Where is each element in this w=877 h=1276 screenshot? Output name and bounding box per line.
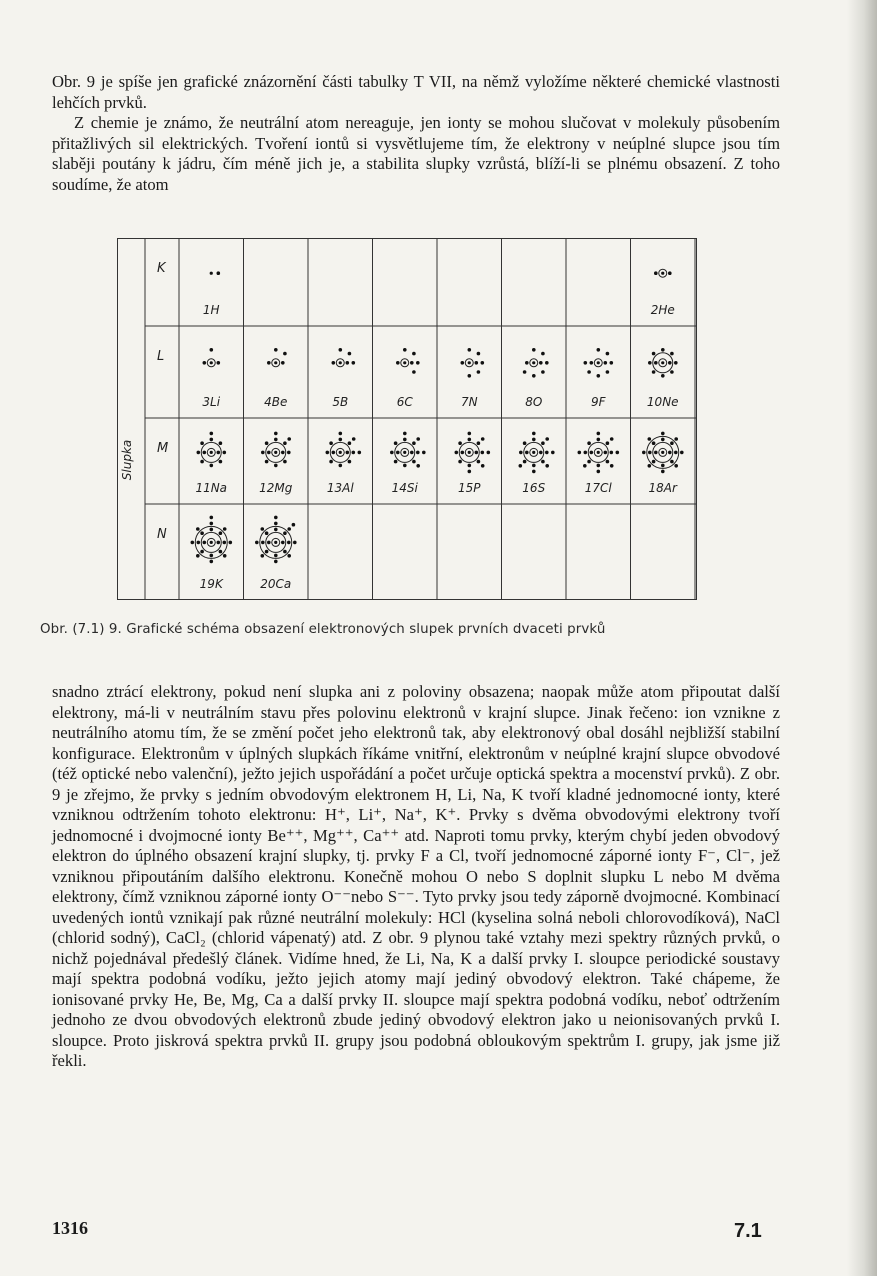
electron <box>329 460 333 464</box>
electron <box>358 451 362 455</box>
electron <box>652 352 656 356</box>
electron <box>394 460 398 464</box>
element-label: 1H <box>202 303 220 317</box>
electron <box>223 527 227 531</box>
element-label: 2He <box>650 303 675 317</box>
electron <box>674 437 678 441</box>
electron <box>532 374 536 378</box>
electron <box>267 541 271 545</box>
electron <box>661 470 665 474</box>
nucleus <box>274 361 277 364</box>
electron <box>584 361 588 365</box>
electron <box>229 541 233 545</box>
electron <box>597 432 601 436</box>
nucleus <box>274 451 277 454</box>
electron <box>265 441 269 445</box>
figure-grid <box>118 238 698 600</box>
electron <box>196 527 200 531</box>
electron <box>583 464 587 468</box>
element-label: 9F <box>590 395 606 409</box>
section-number: 7.1 <box>734 1220 762 1242</box>
electron <box>477 460 481 464</box>
electron <box>654 451 658 455</box>
electron <box>532 432 536 436</box>
electron <box>648 464 652 468</box>
atom-18Ar <box>642 432 684 495</box>
grid-border <box>118 239 697 600</box>
electron <box>197 451 201 455</box>
electron <box>468 374 472 378</box>
element-label: 6C <box>396 395 413 409</box>
bottom-text <box>52 682 780 1072</box>
electron <box>412 460 416 464</box>
electron <box>674 464 678 468</box>
electron <box>661 464 665 468</box>
electron <box>461 361 465 365</box>
electron <box>210 560 214 564</box>
electron <box>203 451 207 455</box>
atom-13Al <box>326 432 362 495</box>
electron <box>274 528 278 532</box>
electron <box>468 348 472 352</box>
electron <box>283 460 287 464</box>
element-label: 17Cl <box>584 481 612 495</box>
electron <box>191 541 195 545</box>
electron <box>217 451 221 455</box>
electron <box>610 437 614 441</box>
atom-7N <box>461 348 485 409</box>
electron <box>223 451 227 455</box>
electron <box>274 554 278 558</box>
electron <box>477 370 481 374</box>
electron <box>287 554 291 558</box>
electron <box>541 460 545 464</box>
nucleus <box>339 361 342 364</box>
electron <box>396 451 400 455</box>
electron <box>219 460 223 464</box>
electron <box>652 441 656 445</box>
atom-11Na <box>195 432 227 495</box>
electron <box>606 460 610 464</box>
electron <box>455 451 459 455</box>
electron <box>326 451 330 455</box>
electron <box>670 460 674 464</box>
electron <box>281 541 285 545</box>
nucleus <box>661 272 664 275</box>
element-label: 20Ca <box>260 577 292 591</box>
atom-1H <box>203 271 220 317</box>
electron <box>412 370 416 374</box>
atom-9F <box>584 348 614 409</box>
nucleus <box>661 451 664 454</box>
electron <box>332 451 336 455</box>
electron <box>541 441 545 445</box>
paragraph-3: snadno ztrácí elektrony, pokud není slupka ani z poloviny obsazena; naopak může atom připoutat další elektrony, má-li v neutrálním stavu přes polovinu elektronů v krajní slupce. Jinak řečeno: ion vznikne z neutrálního atomu tím, že se změní počet jeho elektronů tak, aby elektronový obal dosáhl nejbližší stabilní konfigurace. Elektronům v úplných slupkách říkáme vnitřní, elektronům v neúplné krajní slupce obvodové (též optické nebo valenční), ježto jejich uspořádání a počet určuje optická spektra a mocenství prvků). Z obr. 9 je zřejmo, že prvky s jedním obvodovým elektronem H, Li, Na, K tvoří kladné jednomocné ionty, které vzniknou odtržením tohoto elektronu: H⁺, Li⁺, Na⁺, K⁺. Prvky s dvěma obvodovými elektrony tvoří jednomocné i dvojmocné ionty Be⁺⁺, Mg⁺⁺, Ca⁺⁺ atd. Naproti tomu prvky, kterým chybí jeden obvodový elektron do úplného obsazení krajní slupky, tj. prvky F a Cl, tvoří jednomocné záporné ionty F⁻, Cl⁻, jež vzniknou připoutáním dalšího elektronu. Konečně mohou O nebo S doplnit slupku L nebo M dvěma elektrony, čímž vzniknou záporné ionty O⁻⁻nebo S⁻⁻. Tyto prvky jsou tedy záporně dvojmocné. Kombinací uvedených iontů vznikají pak různé neutrální molekuly: HCl (kyselina solná neboli chlorovodíková), NaCl (chlorid sodný), CaCl₂ (chlorid vápenatý) atd. Z obr. 9 plynou také vztahy mezi spektry různých prvků, o nichž pojednával předešlý článek. Vidíme hned, že Li, Na, K a další prvky I. sloupce periodické soustavy mají spektra podobná vodíku, ježto jejich atomy mají jediný obvodový elektron. Také chápeme, že ionisované prvky He, Be, Mg, Ca a další prvky II. sloupce mají spektra podobná vodíku, neboť odtržením jednoho ze dvou obvodových elektronů zbude jediný obvodový elektron jako u neionisovaných prvků I. sloupce. Proto jiskrová spektra prvků II. grupy jsou podobná obloukovým spektrům I. grupy, jak jsme již řekli. <box>52 682 780 1070</box>
element-label: 8O <box>525 395 543 409</box>
electron <box>481 437 485 441</box>
element-label: 12Mg <box>259 481 293 495</box>
electron <box>674 361 678 365</box>
electron <box>223 554 227 558</box>
electron <box>412 352 416 356</box>
electron <box>217 271 221 275</box>
electron <box>587 460 591 464</box>
electron <box>477 441 481 445</box>
electron <box>670 370 674 374</box>
electron <box>339 348 343 352</box>
atom-17Cl <box>578 432 620 495</box>
shell-label-K: K <box>157 261 166 276</box>
electron <box>668 361 672 365</box>
element-label: 16S <box>522 481 546 495</box>
electron <box>203 361 207 365</box>
page-edge-shadow <box>847 0 877 1276</box>
electron <box>332 361 336 365</box>
electron <box>590 451 594 455</box>
electron <box>203 541 207 545</box>
electron <box>287 437 291 441</box>
electron <box>281 451 285 455</box>
element-label: 4Be <box>264 395 288 409</box>
electron <box>597 348 601 352</box>
paragraph-2: Z chemie je známo, že neutrální atom nereaguje, jen ionty se mohou slučovat v molekuly působením přitažlivých sil elektrických. Tvoření iontů si vysvětlujeme tím, že elektrony v neúplné slupce jsou tím slaběji poutány k jádru, čím méně jich je, a stabilita slupky vzrůstá, blíží-li se plnému obsazení. Z toho soudíme, že atom <box>52 113 780 194</box>
electron <box>352 451 356 455</box>
electron <box>525 451 529 455</box>
electron <box>346 361 350 365</box>
electron <box>217 541 221 545</box>
electron <box>416 451 420 455</box>
electron <box>261 554 265 558</box>
electron <box>283 550 287 554</box>
nucleus <box>403 451 406 454</box>
electron <box>539 451 543 455</box>
electron <box>590 361 594 365</box>
electron <box>410 451 414 455</box>
electron <box>670 441 674 445</box>
electron <box>403 438 407 442</box>
electron <box>648 437 652 441</box>
electron <box>545 437 549 441</box>
electron <box>283 352 287 356</box>
electron <box>545 361 549 365</box>
electron <box>610 361 614 365</box>
nucleus <box>468 361 471 364</box>
electron <box>606 370 610 374</box>
electron <box>519 464 523 468</box>
electron <box>541 370 545 374</box>
electron <box>481 451 485 455</box>
electron <box>200 531 204 535</box>
electron <box>196 554 200 558</box>
electron <box>604 361 608 365</box>
nucleus <box>597 451 600 454</box>
element-label: 14Si <box>391 481 418 495</box>
nucleus <box>532 361 535 364</box>
electron <box>255 541 259 545</box>
atom-5B <box>332 348 356 409</box>
electron <box>283 531 287 535</box>
electron <box>487 451 491 455</box>
electron <box>348 460 352 464</box>
electron <box>668 451 672 455</box>
electron <box>652 370 656 374</box>
atom-8O <box>523 348 549 409</box>
electron <box>274 522 278 526</box>
nucleus <box>403 361 406 364</box>
electron <box>267 451 271 455</box>
nucleus <box>661 361 664 364</box>
nucleus <box>597 361 600 364</box>
electron <box>352 361 356 365</box>
axis-label-slupka: Slupka <box>120 439 134 481</box>
electron <box>274 560 278 564</box>
electron <box>680 451 684 455</box>
electron <box>265 531 269 535</box>
atom-19K <box>191 516 233 591</box>
electron <box>265 460 269 464</box>
electron <box>210 522 214 526</box>
nucleus <box>468 451 471 454</box>
shell-labels <box>157 261 168 542</box>
element-label: 15P <box>457 481 481 495</box>
electron <box>523 370 527 374</box>
electron <box>461 451 465 455</box>
electron <box>292 523 296 527</box>
element-label: 3Li <box>202 395 221 409</box>
electron <box>283 441 287 445</box>
electron <box>545 464 549 468</box>
electron <box>604 451 608 455</box>
element-label: 10Ne <box>646 395 679 409</box>
electron <box>551 451 555 455</box>
electron <box>293 541 297 545</box>
atom-16S <box>519 432 555 495</box>
electron <box>654 361 658 365</box>
electron <box>348 352 352 356</box>
electron <box>532 464 536 468</box>
electron <box>287 527 291 531</box>
electron <box>210 432 214 436</box>
electron <box>525 361 529 365</box>
electron <box>468 432 472 436</box>
element-label: 7N <box>460 395 478 409</box>
electron <box>219 441 223 445</box>
electron <box>519 451 523 455</box>
electron <box>339 464 343 468</box>
atom-14Si <box>390 432 426 495</box>
paragraph-1: Obr. 9 je spíše jen grafické znázornění části tabulky T VII, na němž vyložíme některé chemické vlastnosti lehčích prvků. <box>52 72 780 112</box>
electron <box>458 460 462 464</box>
electron <box>661 438 665 442</box>
electron <box>261 541 265 545</box>
electron <box>523 441 527 445</box>
electron <box>329 441 333 445</box>
electron <box>468 438 472 442</box>
electron <box>210 464 214 468</box>
electron <box>648 451 652 455</box>
electron <box>610 464 614 468</box>
electron <box>422 451 426 455</box>
electron <box>616 451 620 455</box>
electron <box>587 370 591 374</box>
electron <box>532 438 536 442</box>
electron <box>200 550 204 554</box>
electron <box>458 441 462 445</box>
electron <box>210 554 214 558</box>
electron <box>403 464 407 468</box>
atom-3Li <box>202 348 220 409</box>
electron <box>412 441 416 445</box>
electron <box>274 438 278 442</box>
electron <box>475 361 479 365</box>
electron <box>274 348 278 352</box>
electron <box>348 441 352 445</box>
electron <box>652 460 656 464</box>
electron <box>674 451 678 455</box>
electron <box>261 527 265 531</box>
electron <box>532 348 536 352</box>
electron <box>597 470 601 474</box>
electron <box>578 451 582 455</box>
element-label: 19K <box>199 577 223 591</box>
electron <box>481 464 485 468</box>
electron <box>661 348 665 352</box>
shell-label-M: M <box>157 441 169 456</box>
electron <box>197 541 201 545</box>
electron <box>584 451 588 455</box>
electron <box>597 438 601 442</box>
shell-label-L: L <box>157 349 165 364</box>
atom-2He <box>651 269 675 317</box>
electron <box>346 451 350 455</box>
nucleus <box>210 451 213 454</box>
electron <box>210 528 214 532</box>
electron <box>597 374 601 378</box>
electron <box>587 441 591 445</box>
electron <box>661 374 665 378</box>
electron-shell-figure <box>117 238 697 604</box>
atom-4Be <box>264 348 287 409</box>
nucleus <box>210 361 213 364</box>
electron <box>477 352 481 356</box>
electron <box>267 361 271 365</box>
electron <box>396 361 400 365</box>
electron <box>339 438 343 442</box>
electron <box>274 432 278 436</box>
electron <box>545 451 549 455</box>
electron <box>539 361 543 365</box>
electron <box>339 432 343 436</box>
electron <box>606 441 610 445</box>
electron <box>200 441 204 445</box>
electron <box>261 451 265 455</box>
electron <box>390 451 394 455</box>
electron <box>416 464 420 468</box>
electron <box>648 361 652 365</box>
electron <box>597 464 601 468</box>
electron <box>523 460 527 464</box>
figure-caption: Obr. (7.1) 9. Grafické schéma obsazení elektronových slupek prvních dvaceti prvků <box>40 622 606 637</box>
electron <box>475 451 479 455</box>
electron <box>610 451 614 455</box>
electron <box>416 437 420 441</box>
electron <box>668 271 672 275</box>
page-number: 1316 <box>52 1218 88 1238</box>
element-label: 11Na <box>195 481 228 495</box>
electron <box>403 432 407 436</box>
electron <box>223 541 227 545</box>
electron <box>606 352 610 356</box>
top-text <box>52 72 780 195</box>
nucleus <box>532 451 535 454</box>
electron <box>210 348 214 352</box>
electron <box>481 361 485 365</box>
atom-15P <box>455 432 491 495</box>
electron <box>265 550 269 554</box>
electron <box>394 441 398 445</box>
electron <box>661 432 665 436</box>
nucleus <box>274 541 277 544</box>
electron <box>274 464 278 468</box>
electron <box>274 516 278 520</box>
electron <box>210 516 214 520</box>
atom-6C <box>396 348 420 409</box>
electron <box>654 271 658 275</box>
electron <box>219 531 223 535</box>
electron <box>642 451 646 455</box>
atom-20Ca <box>255 516 297 591</box>
electron <box>287 541 291 545</box>
shell-label-N: N <box>157 527 167 542</box>
electron <box>287 451 291 455</box>
element-label: 5B <box>332 395 349 409</box>
element-label: 18Ar <box>648 481 677 495</box>
electron <box>670 352 674 356</box>
nucleus <box>339 451 342 454</box>
electron <box>468 464 472 468</box>
electron <box>403 348 407 352</box>
atom-12Mg <box>259 432 293 495</box>
element-label: 13Al <box>326 481 354 495</box>
electron <box>541 352 545 356</box>
electron <box>352 437 356 441</box>
electron <box>210 438 214 442</box>
electron <box>200 460 204 464</box>
electron <box>532 470 536 474</box>
nucleus <box>210 541 213 544</box>
electron <box>410 361 414 365</box>
electron <box>468 470 472 474</box>
electron <box>416 361 420 365</box>
atom-10Ne <box>647 348 679 409</box>
electron <box>219 550 223 554</box>
nucleus <box>210 272 213 275</box>
electron <box>281 361 285 365</box>
electron <box>217 361 221 365</box>
